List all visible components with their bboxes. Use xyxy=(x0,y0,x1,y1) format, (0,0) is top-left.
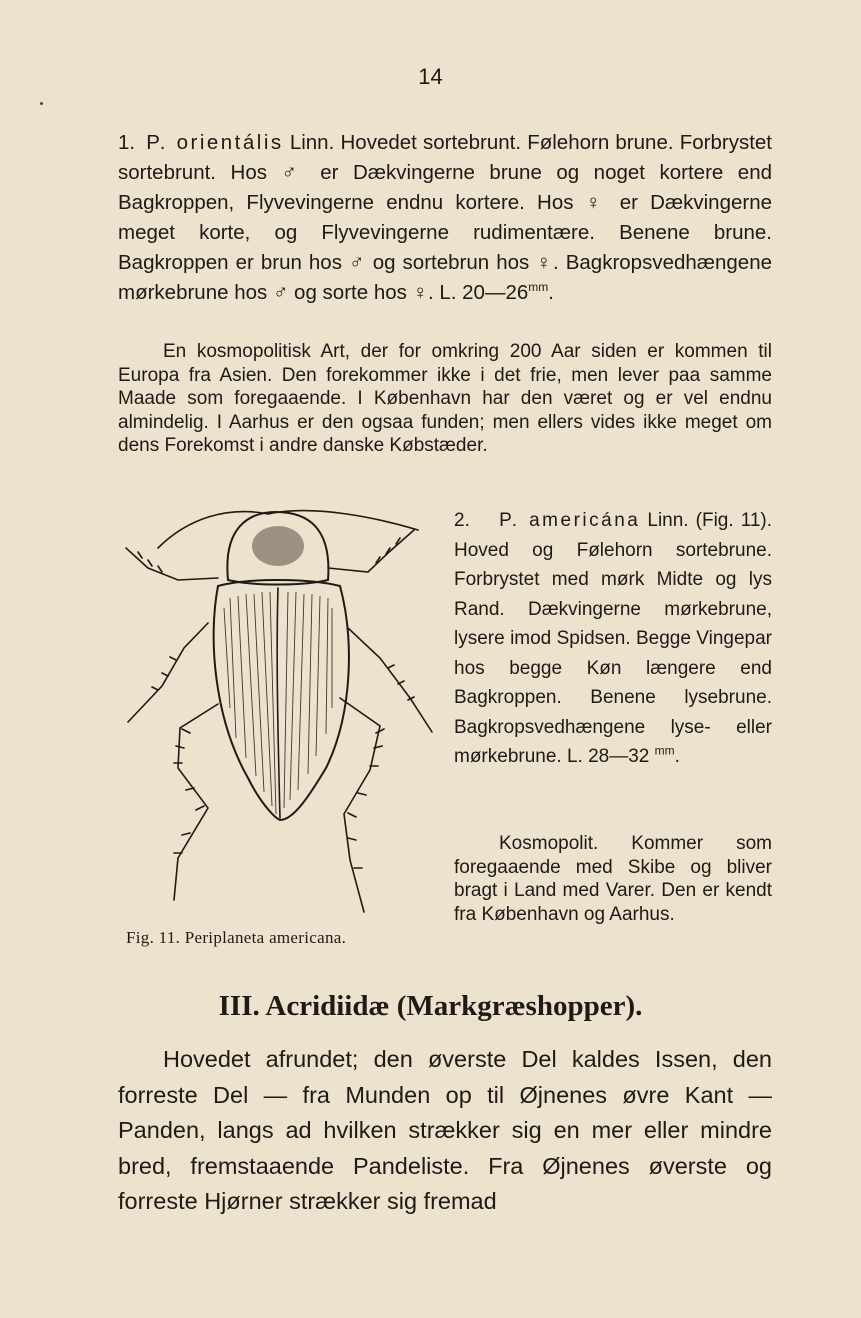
species-1-text-b: er Dækvingerne brune og noget kortere end Bagkroppen, Flyvevingerne endnu kortere. Hos xyxy=(118,161,773,214)
species-1-end: . xyxy=(548,281,554,304)
page-number: 14 xyxy=(418,64,443,89)
paragraph-acridiidae-head: Hovedet afrundet; den øverste Del kaldes Issen, den forreste Del — fra Munden op til Øjnenes øvre Kant — Panden, langs ad hvilken strækker sig en mer eller mindre bred, fremstaaende Pandeliste. Fra Øjnenes øverste og forreste Hjørner strækker sig fremad xyxy=(118,1046,772,1214)
species-2-length-unit: mm xyxy=(654,743,675,758)
species-1-text-f: og sorte hos xyxy=(294,281,407,304)
species-1-number: 1. xyxy=(118,131,136,154)
species-2-author: Linn. xyxy=(647,510,689,531)
figure-caption: Fig. 11. Periplaneta americana. xyxy=(126,928,347,947)
female-symbol-icon: ♀ xyxy=(412,281,428,304)
print-speck xyxy=(40,102,43,105)
species-2-text: (Fig. 11). Hoved og Følehorn sortebrune. Forbrystet med mørk Midte og lys Rand. Dækvingerne mørkebrune, lysere imod Spidsen. Begge Vingepar hos begge Køn længere end Bagkroppen. Benene lysebrune. Bagkropsvedhængene lyse- eller mørkebrune. L. 28—32 xyxy=(454,510,773,767)
species-1-text-c: er Dækvingerne meget korte, og Flyvevingerne rudimentære. Benene brune. Bagkroppen er brun hos xyxy=(118,191,773,274)
species-1-text-a: Hovedet sortebrunt. Følehorn brune. Forbrystet sortebrunt. Hos xyxy=(118,131,772,184)
species-1-description xyxy=(118,128,772,308)
species-1-text-d: og sortebrun hos xyxy=(372,251,530,274)
male-symbol-icon: ♂ xyxy=(272,281,289,304)
species-2-end: . xyxy=(674,746,680,767)
cockroach-drawing xyxy=(118,508,436,920)
species-1-name: P. orientális xyxy=(146,131,284,154)
species-2-name: P. americána xyxy=(499,510,641,531)
species-1-length-unit: mm xyxy=(528,280,549,295)
species-1-author: Linn. xyxy=(289,131,335,154)
species-1-text-e: . Bagkropsvedhængene mørkebrune hos xyxy=(118,251,773,304)
female-symbol-icon: ♀ xyxy=(585,191,608,214)
male-symbol-icon: ♂ xyxy=(348,251,366,274)
species-2-number: 2. xyxy=(454,510,470,531)
cockroach-illustration xyxy=(118,508,436,920)
paragraph-cosmopolitan-americana: Kosmopolit. Kommer som foregaaende med Skibe og bliver bragt i Land med Varer. Den er kendt fra København og Aarhus. xyxy=(454,833,772,925)
species-2-description xyxy=(454,506,772,772)
section-heading: III. Acridiidæ (Markgræshopper). xyxy=(218,990,643,1022)
male-symbol-icon: ♂ xyxy=(281,161,306,184)
paragraph-cosmopolitan-orientalis: En kosmopolitisk Art, der for omkring 200 Aar siden er kommen til Europa fra Asien. Den forekommer ikke i det frie, men lever paa samme Maade som foregaaende. I København har den været og er vel endnu almindelig. I Aarhus er den ogsaa funden; men ellers vides ikke meget om dens Forekomst i andre danske Købstæder. xyxy=(118,341,772,456)
female-symbol-icon: ♀ xyxy=(536,251,553,274)
species-1-length: . L. 20—26 xyxy=(427,281,529,304)
